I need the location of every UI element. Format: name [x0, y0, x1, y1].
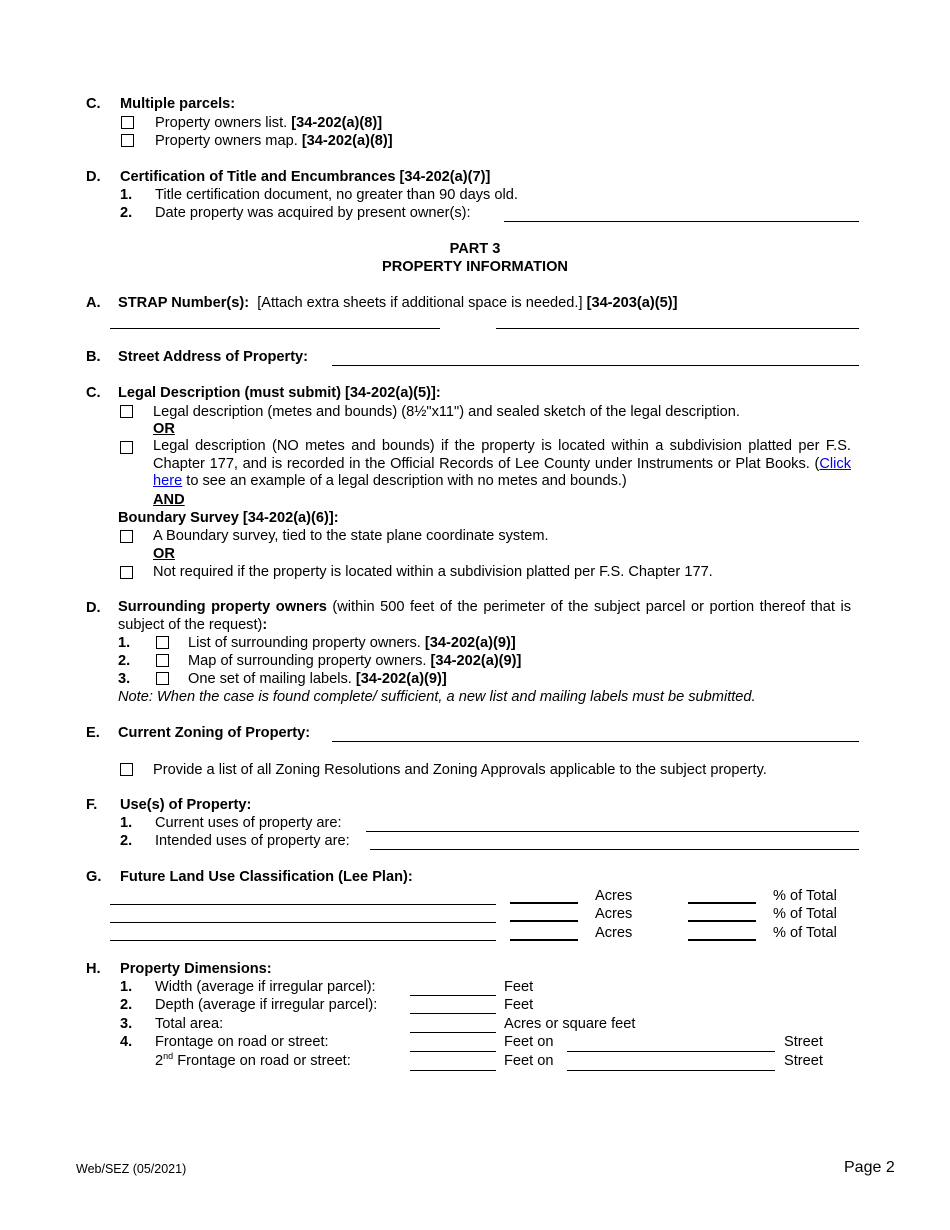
strap-field-2[interactable]	[496, 328, 859, 329]
list-number: 3.	[118, 671, 131, 687]
section-e-letter: E.	[86, 725, 100, 741]
metes-bounds-checkbox[interactable]	[120, 405, 133, 418]
total-area-unit: Acres or square feet	[504, 1016, 636, 1032]
surrounding-map-checkbox[interactable]	[156, 654, 169, 667]
second-frontage-street-label: Street	[784, 1053, 823, 1069]
total-area-label: Total area:	[155, 1016, 224, 1032]
list-number: 2.	[118, 653, 131, 669]
list-number: 2.	[120, 997, 133, 1013]
list-number: 1.	[120, 815, 133, 831]
owners-list-item: Property owners list. [34-202(a)(8)]	[155, 115, 383, 131]
land-use-class-field-2[interactable]	[110, 922, 496, 923]
depth-unit: Feet	[504, 997, 534, 1013]
percent-field-2[interactable]	[688, 920, 756, 922]
section-c2-letter: C.	[86, 385, 101, 401]
second-frontage-field[interactable]	[410, 1070, 496, 1071]
mailing-labels-item: One set of mailing labels. [34-202(a)(9)]	[188, 671, 447, 687]
list-number: 1.	[118, 635, 131, 651]
zoning-resolutions-checkbox[interactable]	[120, 763, 133, 776]
frontage-field[interactable]	[410, 1051, 496, 1052]
boundary-survey-checkbox[interactable]	[120, 530, 133, 543]
list-number: 1.	[120, 979, 133, 995]
surrounding-map-item: Map of surrounding property owners. [34-202(a)(9)]	[188, 653, 522, 669]
no-metes-bounds-checkbox[interactable]	[120, 441, 133, 454]
acres-field-3[interactable]	[510, 939, 578, 941]
street-address-field[interactable]	[332, 365, 859, 366]
no-metes-bounds-text: Legal description (NO metes and bounds) if the property is located within a subdivision platted per F.S. Chapter 177, and is recorded in the Official Records of Lee County under Instruments or Plat Books. (Click here to see an example of a legal description with no metes and bounds.)	[153, 438, 851, 489]
section-d-letter: D.	[86, 169, 101, 185]
intended-uses-field[interactable]	[370, 849, 859, 850]
click-here-link[interactable]: Click here	[153, 455, 851, 489]
acquired-date-field[interactable]	[504, 221, 859, 222]
percent-label: % of Total	[773, 925, 837, 941]
current-uses-field[interactable]	[366, 831, 859, 832]
boundary-survey-title: Boundary Survey [34-202(a)(6)]:	[118, 510, 339, 526]
percent-field-3[interactable]	[688, 939, 756, 941]
property-dimensions-title: Property Dimensions:	[120, 961, 272, 977]
second-frontage-label: 2nd Frontage on road or street:	[155, 1051, 351, 1069]
second-frontage-unit: Feet on	[504, 1053, 554, 1069]
mailing-note: Note: When the case is found complete/ sufficient, a new list and mailing labels must be submitted.	[118, 689, 756, 705]
survey-not-required-checkbox[interactable]	[120, 566, 133, 579]
surrounding-owners-title: Surrounding property owners (within 500 feet of the perimeter of the subject parcel or portion thereof that is subject of the request):	[118, 599, 851, 633]
owners-list-checkbox[interactable]	[121, 116, 134, 129]
acres-field-1[interactable]	[510, 902, 578, 904]
land-use-class-field-3[interactable]	[110, 940, 496, 941]
surrounding-list-item: List of surrounding property owners. [34-202(a)(9)]	[188, 635, 516, 651]
form-code: Web/SEZ (05/2021)	[76, 1162, 187, 1176]
section-g-letter: G.	[86, 869, 102, 885]
percent-label: % of Total	[773, 906, 837, 922]
list-number: 2.	[120, 205, 133, 221]
width-unit: Feet	[504, 979, 534, 995]
acres-label: Acres	[595, 925, 633, 941]
acres-label: Acres	[595, 888, 633, 904]
or-label: OR	[153, 421, 175, 437]
survey-not-required-text: Not required if the property is located within a subdivision platted per F.S. Chapter 177.	[153, 564, 713, 580]
list-number: 1.	[120, 187, 133, 203]
section-c-letter: C.	[86, 96, 101, 112]
percent-field-1[interactable]	[688, 902, 756, 904]
acres-field-2[interactable]	[510, 920, 578, 922]
frontage-unit: Feet on	[504, 1034, 554, 1050]
strap-label-line: STRAP Number(s): [Attach extra sheets if additional space is needed.] [34-203(a)(5)]	[118, 295, 678, 311]
width-label: Width (average if irregular parcel):	[155, 979, 376, 995]
current-zoning-field[interactable]	[332, 741, 859, 742]
second-frontage-street-field[interactable]	[567, 1070, 775, 1071]
mailing-labels-checkbox[interactable]	[156, 672, 169, 685]
section-d-title: Certification of Title and Encumbrances [34-202(a)(7)]	[120, 169, 491, 185]
current-uses-label: Current uses of property are:	[155, 815, 342, 831]
depth-field[interactable]	[410, 1013, 496, 1014]
acres-label: Acres	[595, 906, 633, 922]
depth-label: Depth (average if irregular parcel):	[155, 997, 378, 1013]
section-f-letter: F.	[86, 797, 98, 813]
strap-field-1[interactable]	[110, 328, 440, 329]
boundary-survey-text: A Boundary survey, tied to the state plane coordinate system.	[153, 528, 549, 544]
list-number: 3.	[120, 1016, 133, 1032]
intended-uses-label: Intended uses of property are:	[155, 833, 350, 849]
width-field[interactable]	[410, 995, 496, 996]
title-cert-item: Title certification document, no greater than 90 days old.	[155, 187, 518, 203]
future-land-use-title: Future Land Use Classification (Lee Plan):	[120, 869, 413, 885]
frontage-street-label: Street	[784, 1034, 823, 1050]
page-number: Page 2	[844, 1159, 895, 1176]
section-d2-letter: D.	[86, 600, 101, 616]
land-use-class-field-1[interactable]	[110, 904, 496, 905]
section-b-letter: B.	[86, 349, 101, 365]
frontage-label: Frontage on road or street:	[155, 1034, 329, 1050]
acquired-date-label: Date property was acquired by present owner(s):	[155, 205, 471, 221]
section-a-letter: A.	[86, 295, 101, 311]
section-h-letter: H.	[86, 961, 101, 977]
section-c-title: Multiple parcels:	[120, 96, 236, 112]
and-label: AND	[153, 492, 185, 508]
owners-map-item: Property owners map. [34-202(a)(8)]	[155, 133, 393, 149]
zoning-resolutions-text: Provide a list of all Zoning Resolutions and Zoning Approvals applicable to the subject property.	[153, 762, 767, 778]
list-number: 2.	[120, 833, 133, 849]
part-number: PART 3	[449, 241, 501, 257]
percent-label: % of Total	[773, 888, 837, 904]
metes-bounds-text: Legal description (metes and bounds) (8½"x11") and sealed sketch of the legal description.	[153, 404, 740, 420]
legal-description-title: Legal Description (must submit) [34-202(a)(5)]:	[118, 385, 441, 401]
total-area-field[interactable]	[410, 1032, 496, 1033]
current-zoning-label: Current Zoning of Property:	[118, 725, 311, 741]
surrounding-list-checkbox[interactable]	[156, 636, 169, 649]
street-address-label: Street Address of Property:	[118, 349, 309, 365]
frontage-street-field[interactable]	[567, 1051, 775, 1052]
part-title: PROPERTY INFORMATION	[382, 259, 568, 275]
owners-map-checkbox[interactable]	[121, 134, 134, 147]
uses-title: Use(s) of Property:	[120, 797, 252, 813]
list-number: 4.	[120, 1034, 133, 1050]
or-label: OR	[153, 546, 175, 562]
